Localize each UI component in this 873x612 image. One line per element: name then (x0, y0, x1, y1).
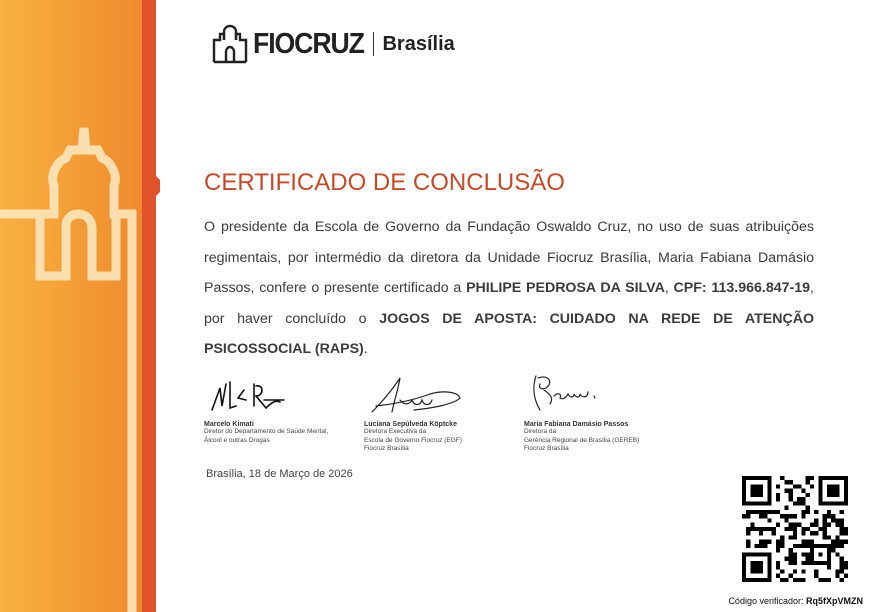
body-comma: , (664, 280, 674, 296)
signature-block-2 (364, 370, 534, 454)
course-name: JOGOS DE APOSTA: CUIDADO NA REDE DE ATENÇÃO PSICOSSOCIAL (RAPS) (204, 310, 815, 357)
signature-block-3 (524, 370, 694, 454)
signatory-role-line: Gerência Regional de Brasília (GEREB) (524, 436, 640, 444)
signatory-role-line: Álcool e outras Drogas (204, 436, 270, 444)
fiocruz-castle-logo-icon (211, 24, 249, 64)
certificate-title: CERTIFICADO DE CONCLUSÃO (204, 169, 565, 196)
signatory-role-line: Escola de Governo Fiocruz (EGF) (364, 436, 462, 444)
fiocruz-logo (211, 22, 455, 66)
signatory-name: Maria Fabiana Damásio Passos (524, 421, 629, 428)
certificate-body (204, 212, 814, 365)
logo-wordmark: FIOCRUZ (253, 27, 364, 60)
signatory-role-line: Fiocruz Brasília (364, 445, 409, 452)
body-middle: , por haver concluído o (204, 280, 814, 327)
signatory-role-line: Diretora da (524, 428, 557, 435)
logo-unit: Brasília (382, 32, 455, 55)
issue-date: Brasília, 18 de Março de 2026 (206, 468, 353, 480)
qr-code-icon (742, 476, 848, 582)
signatory-name: Marcelo Kimati (204, 421, 254, 428)
signatory-name: Luciana Sepúlveda Köptcke (364, 421, 457, 428)
handwritten-signature-1 (204, 370, 304, 418)
decorative-side-band (0, 0, 160, 612)
logo-divider (373, 32, 374, 56)
recipient-cpf: CPF: 113.966.847-19 (673, 280, 811, 296)
verification-label: Código verificador: (728, 596, 804, 606)
handwritten-signature-3 (524, 370, 624, 418)
body-intro: O presidente da Escola de Governo da Fundação Oswaldo Cruz, no uso de suas atribuições regimentais, por intermédio da diretora da Unidade Fiocruz Brasília, Maria Fabiana Damásio Passos, confere o presente certificado a (204, 219, 814, 296)
verification-code (728, 596, 863, 606)
signature-block-1 (204, 370, 374, 445)
recipient-name: PHILIPE PEDROSA DA SILVA (466, 280, 665, 296)
handwritten-signature-2 (364, 370, 474, 418)
signatory-role-line: Diretor do Departamento de Saúde Mental, (204, 428, 329, 435)
verification-value: Rq5fXpVMZN (806, 596, 863, 606)
signatory-role-line: Fiocruz Brasília (524, 445, 569, 452)
signatory-role-line: Diretora Executiva da (364, 428, 427, 435)
body-end: . (363, 341, 368, 357)
